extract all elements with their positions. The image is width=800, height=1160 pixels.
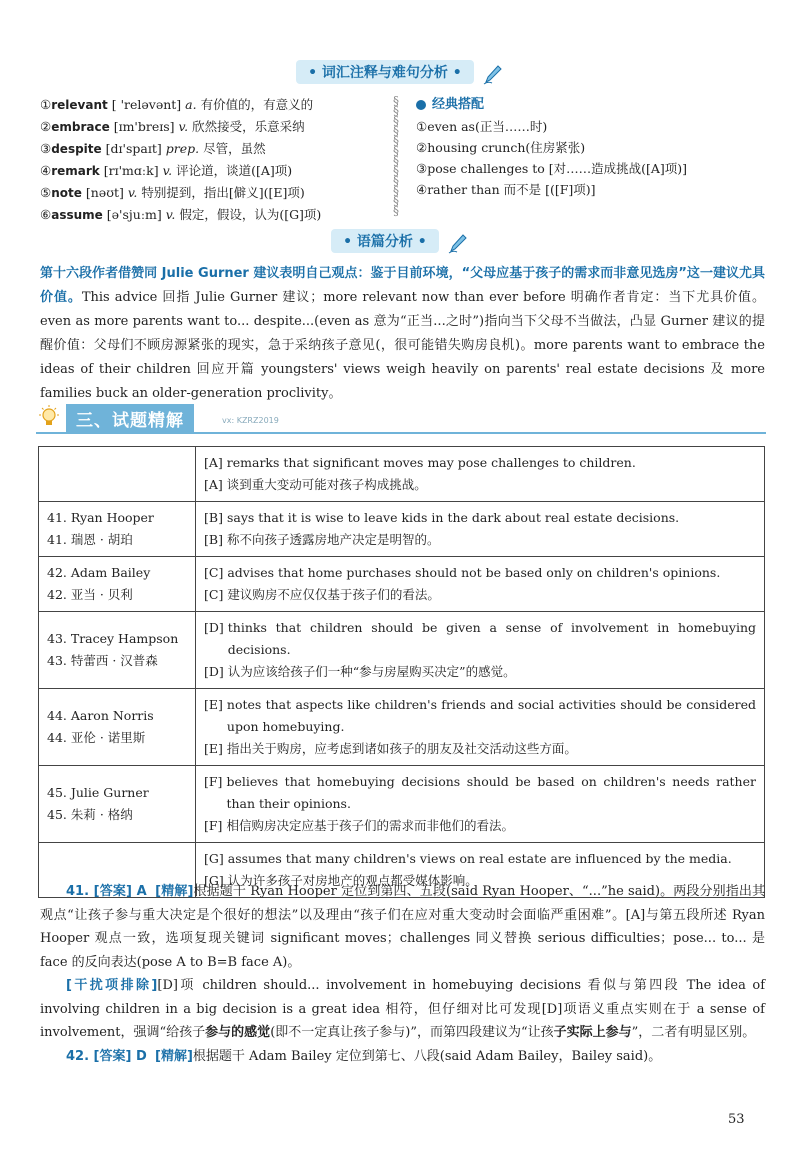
vocab-item: ⑤note [nəʊt] v. 特别提到，指出[僻义]([E]项) bbox=[40, 185, 305, 200]
name-cell: 45. Julie Gurner 45. 朱莉 · 格纳 bbox=[39, 766, 196, 843]
option-cell: [G] assumes that many children's views on real estate are influenced by the media. [G] 认为许多孩子对房地产的观点都受媒体影响。 bbox=[196, 843, 765, 898]
distractor-analysis: [干扰项排除][D]项 children should... involvement in homebuying decisions 看似与第四段 The idea of involving children in a big decision is a great idea 相符，但仔细对比可发现[D]项语义重点实则在于 a sense of involvement，强调“给孩子参与的感觉(即不一定真让孩子参与)”，而第四段建议为“让孩子实际上参与”，二者有明显区别。 bbox=[40, 978, 766, 1040]
answers-section bbox=[40, 880, 765, 1068]
vocab-item: ⑥assume [ə'sjuːm] v. 假定，假设，认为([G]项) bbox=[40, 207, 322, 222]
page-number: 53 bbox=[728, 1112, 745, 1127]
option-cell: [F] believes that homebuying decisions should be based on children's needs rather than their opinions. [F] 相信购房决定应基于孩子们的需求而非他们的看法。 bbox=[196, 766, 765, 843]
option-cell: [B] says that it is wise to leave kids in the dark about real estate decisions. [B] 称不向孩子透露房地产决定是明智的。 bbox=[196, 502, 765, 557]
wavy-divider: § § § § § § § § § § § § bbox=[393, 94, 399, 218]
vocab-block bbox=[40, 94, 760, 222]
answer-41: 41. [答案] A [精解]根据题干 Ryan Hooper 定位到第四、五段(said Ryan Hooper、“...”he said)。两段分别指出其观点“让孩子参与重大决定是个很好的想法”以及理由“孩子们在应对重大变动时会面临严重困难”。[A]与第五段所述 Ryan Hooper 观点一致，选项复现关键词 significant moves；challenges 同义替换 serious difficulties；pose... to... 是 face 的反向表达(pose A to B=B face A)。 bbox=[40, 884, 766, 970]
answer-42: 42. [答案] D [精解]根据题干 Adam Bailey 定位到第七、八段(said Adam Bailey，Bailey said)。 bbox=[66, 1048, 662, 1064]
table-row bbox=[39, 557, 765, 612]
part-title: 三、试题精解 bbox=[66, 404, 194, 433]
bullet-icon bbox=[416, 100, 426, 110]
name-cell: 41. Ryan Hooper 41. 瑞恩 · 胡珀 bbox=[39, 502, 196, 557]
vocab-item: ④remark [rɪ'mɑːk] v. 评论道，谈道([A]项) bbox=[40, 163, 293, 178]
vocab-item: ②embrace [ɪm'breɪs] v. 欣然接受，乐意采纳 bbox=[40, 119, 305, 134]
option-cell: [C] advises that home purchases should not be based only on children's opinions. [C] 建议购房不应仅仅基于孩子们的看法。 bbox=[196, 557, 765, 612]
analysis-section-title bbox=[0, 229, 800, 254]
lightbulb-icon bbox=[36, 404, 62, 430]
name-cell: 43. Tracey Hampson 43. 特蕾西 · 汉普森 bbox=[39, 612, 196, 689]
collocation-item: ①even as(正当……时) bbox=[416, 119, 548, 134]
name-cell bbox=[39, 447, 196, 502]
collocation-item: ③pose challenges to [对……造成挑战([A]项)] bbox=[416, 161, 688, 176]
analysis-body: This advice 回指 Julie Gurner 建议；more relevant now than ever before 明确作者肯定：当下尤具价值。even as more parents want to... despite...(even as 意为“正当...之时”)指向当下父母不当做法，凸显 Gurner 建议的提醒价值：父母们不顾房源紧张的现实，急于采纳孩子意见(，很可能错失购房良机)。more parents want to embrace the ideas of their children 回应开篇 youngsters' views weigh heavily on parents' real estate decisions 及 more families buck an older-generation proclivity。 bbox=[40, 290, 765, 401]
option-cell: [A] remarks that significant moves may pose challenges to children. [A] 谈到重大变动可能对孩子构成挑战。 bbox=[196, 447, 765, 502]
analysis-title: • 语篇分析 • bbox=[331, 229, 439, 253]
collocation-item: ②housing crunch(住房紧张) bbox=[416, 140, 586, 155]
analysis-paragraph bbox=[40, 262, 765, 406]
vocab-title: • 词汇注释与难句分析 • bbox=[296, 60, 474, 84]
table-row bbox=[39, 612, 765, 689]
option-cell: [E] notes that aspects like children's friends and social activities should be considered upon homebuying. [E] 指出关于购房，应考虑到诸如孩子的朋友及社交活动这些方面。 bbox=[196, 689, 765, 766]
part-header bbox=[36, 402, 766, 434]
classic-heading: 经典搭配 bbox=[416, 94, 760, 116]
matching-table bbox=[38, 446, 765, 898]
name-cell: 44. Aaron Norris 44. 亚伦 · 诺里斯 bbox=[39, 689, 196, 766]
analysis-lead: 第十六段作者借赞同 Julie Gurner 建议表明自己观点：鉴于目前环境，“父母应基于孩子的需求而非意见选房”这一建议尤具价值。 bbox=[40, 266, 765, 305]
vocab-section-title bbox=[0, 60, 800, 85]
pen-icon bbox=[482, 63, 504, 85]
classic-collocations bbox=[416, 94, 760, 200]
table-row bbox=[39, 766, 765, 843]
name-cell: 42. Adam Bailey 42. 亚当 · 贝利 bbox=[39, 557, 196, 612]
vocab-list bbox=[40, 94, 380, 226]
pen-icon bbox=[447, 232, 469, 254]
watermark: vx: KZRZ2019 bbox=[222, 416, 279, 425]
table-row bbox=[39, 447, 765, 502]
table-row bbox=[39, 502, 765, 557]
option-cell: [D] thinks that children should be given a sense of involvement in homebuying decisions. [D] 认为应该给孩子们一种“参与房屋购买决定”的感觉。 bbox=[196, 612, 765, 689]
vocab-item: ①relevant [ 'reləvənt] a. 有价值的，有意义的 bbox=[40, 97, 314, 112]
table-row bbox=[39, 689, 765, 766]
collocation-item: ④rather than 而不是 [([F]项)] bbox=[416, 182, 596, 197]
vocab-item: ③despite [dɪ'spaɪt] prep. 尽管，虽然 bbox=[40, 141, 266, 156]
